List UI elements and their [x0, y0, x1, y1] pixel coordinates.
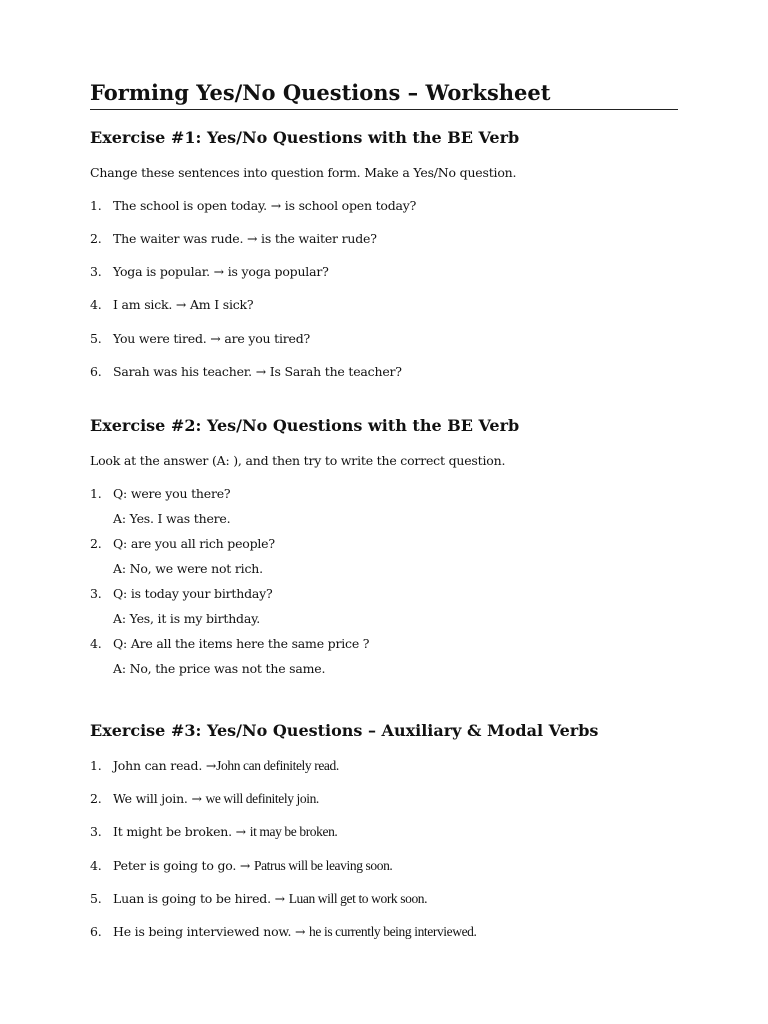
item-text: Yoga is popular. → is yoga popular? — [113, 264, 329, 279]
item-number: 6. — [90, 364, 102, 379]
exercise-2-answer-3: A: Yes, it is my birthday. — [113, 611, 261, 626]
item-number: 6. — [90, 924, 102, 939]
item-number: 5. — [90, 331, 102, 346]
item-prompt: He is being interviewed now. → — [113, 924, 310, 939]
exercise-2-answer-2: A: No, we were not rich. — [113, 561, 263, 576]
exercise-1-item-4 — [90, 297, 253, 312]
item-number: 1. — [90, 758, 102, 773]
item-answer: John can definitely read. — [216, 758, 339, 773]
item-number: 5. — [90, 891, 102, 906]
exercise-2-answer-4: A: No, the price was not the same. — [113, 661, 326, 676]
item-text: The school is open today. → is school open today? — [113, 198, 417, 213]
item-number: 2. — [90, 791, 102, 806]
exercise-3-item-4 — [90, 858, 392, 874]
exercise-3-item-3 — [90, 824, 337, 840]
item-number: 2. — [90, 231, 102, 246]
exercise-2-instruction: Look at the answer (A: ), and then try to write the correct question. — [90, 453, 506, 468]
exercise-3-item-2 — [90, 791, 319, 807]
exercise-1-heading: Exercise #1: Yes/No Questions with the BE Verb — [90, 128, 520, 147]
item-prompt: It might be broken. → — [113, 824, 250, 839]
exercise-1-item-3 — [90, 264, 329, 279]
item-answer: we will definitely join. — [205, 791, 319, 806]
item-number: 3. — [90, 586, 102, 601]
item-number: 3. — [90, 824, 102, 839]
question-text: Q: were you there? — [113, 486, 231, 501]
exercise-2-heading: Exercise #2: Yes/No Questions with the BE Verb — [90, 416, 520, 435]
item-number: 1. — [90, 198, 102, 213]
exercise-2-question-2 — [90, 536, 275, 551]
question-text: Q: is today your birthday? — [113, 586, 273, 601]
item-text: I am sick. → Am I sick? — [113, 297, 254, 312]
exercise-3-heading: Exercise #3: Yes/No Questions – Auxiliary & Modal Verbs — [90, 721, 599, 740]
item-number: 4. — [90, 297, 102, 312]
item-prompt: We will join. → — [113, 791, 206, 806]
item-answer: he is currently being interviewed. — [309, 924, 477, 939]
exercise-1-item-2 — [90, 231, 377, 246]
item-answer: Patrus will be leaving soon. — [253, 858, 393, 873]
item-prompt: John can read. → — [113, 758, 217, 773]
item-prompt: Luan is going to be hired. → — [113, 891, 289, 906]
item-number: 4. — [90, 636, 102, 651]
question-text: Q: Are all the items here the same price ? — [113, 636, 370, 651]
item-prompt: Peter is going to go. → — [113, 858, 254, 873]
question-text: Q: are you all rich people? — [113, 536, 275, 551]
item-answer: it may be broken. — [249, 824, 338, 839]
exercise-3-item-6 — [90, 924, 477, 940]
page-title: Forming Yes/No Questions – Worksheet — [90, 80, 551, 105]
exercise-2-question-3 — [90, 586, 273, 601]
exercise-1-item-1 — [90, 198, 416, 213]
exercise-1-instruction: Change these sentences into question form. Make a Yes/No question. — [90, 165, 517, 180]
exercise-2-question-1 — [90, 486, 230, 501]
item-text: Sarah was his teacher. → Is Sarah the teacher? — [113, 364, 402, 379]
exercise-3-item-1 — [90, 758, 339, 774]
item-number: 3. — [90, 264, 102, 279]
item-text: You were tired. → are you tired? — [113, 331, 311, 346]
exercise-2-answer-1: A: Yes. I was there. — [113, 511, 231, 526]
title-underline — [90, 109, 678, 110]
exercise-1-item-6 — [90, 364, 402, 379]
exercise-2-question-4 — [90, 636, 369, 651]
item-number: 2. — [90, 536, 102, 551]
item-text: The waiter was rude. → is the waiter rude? — [113, 231, 377, 246]
item-answer: Luan will get to work soon. — [288, 891, 428, 906]
item-number: 1. — [90, 486, 102, 501]
exercise-1-item-5 — [90, 331, 310, 346]
exercise-3-item-5 — [90, 891, 427, 907]
item-number: 4. — [90, 858, 102, 873]
